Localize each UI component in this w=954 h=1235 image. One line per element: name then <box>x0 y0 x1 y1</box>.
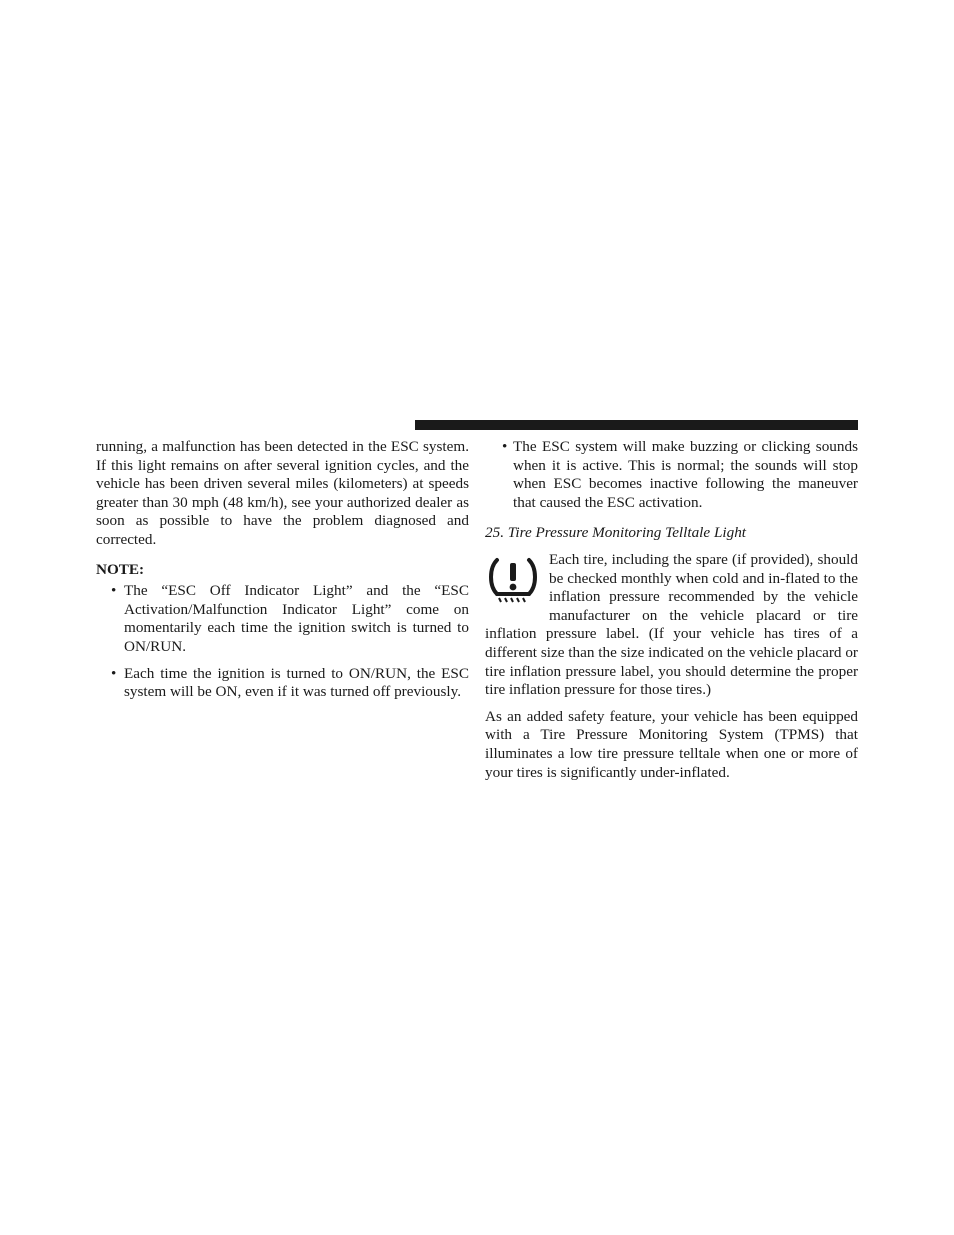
bullet-dot: • <box>111 582 117 600</box>
list-item <box>96 582 469 656</box>
intro-paragraph: running, a malfunction has been detected in the ESC system. If this light remains on after several ignition cycles, and the vehicle has been driven several miles (kilometers) at speeds greater than 30 mph (48 km/h), see your authorized dealer as soon as possible to have the problem diagnosed and corrected. <box>96 438 469 548</box>
bullet-dot: • <box>111 664 117 682</box>
tpms-paragraph-1: Each tire, including the spare (if provided), should be checked monthly when cold and in-flated to the inflation pressure recommended by the vehicle manufacturer on the vehicle placard or tire inflation pressure label. (If your vehicle has tires of a different size than the size indicated on the vehicle placard or tire inflation pressure label, you should determine the proper tire inflation pressure for those tires.) <box>485 550 858 699</box>
bullet-text: Each time the ignition is turned to ON/RUN, the ESC system will be ON, even if it was turned off previously. <box>124 664 469 701</box>
bullet-text: The ESC system will make buzzing or clicking sounds when it is active. This is normal; the sounds will stop when ESC becomes inactive following the maneuver that caused the ESC activation. <box>513 438 858 511</box>
list-item <box>485 438 858 512</box>
section-heading: 25. Tire Pressure Monitoring Telltale Light <box>485 524 747 542</box>
right-column <box>485 438 858 782</box>
note-label: NOTE: <box>96 560 145 578</box>
bullet-dot: • <box>502 438 508 455</box>
left-column <box>96 438 469 710</box>
list-item <box>96 665 469 702</box>
section-header-bar <box>415 420 858 430</box>
bullet-text: The “ESC Off Indicator Light” and the “ESC Activation/Malfunction Indicator Light” come on momentarily each time the ignition switch is turned to ON/RUN. <box>124 582 469 655</box>
tire-pressure-warning-icon <box>485 552 541 608</box>
tpms-description <box>485 551 858 700</box>
tpms-paragraph-2: As an added safety feature, your vehicle has been equipped with a Tire Pressure Monitoring System (TPMS) that illuminates a low tire pressure telltale when one or more of your tires is significantly under-inflated. <box>485 707 858 781</box>
